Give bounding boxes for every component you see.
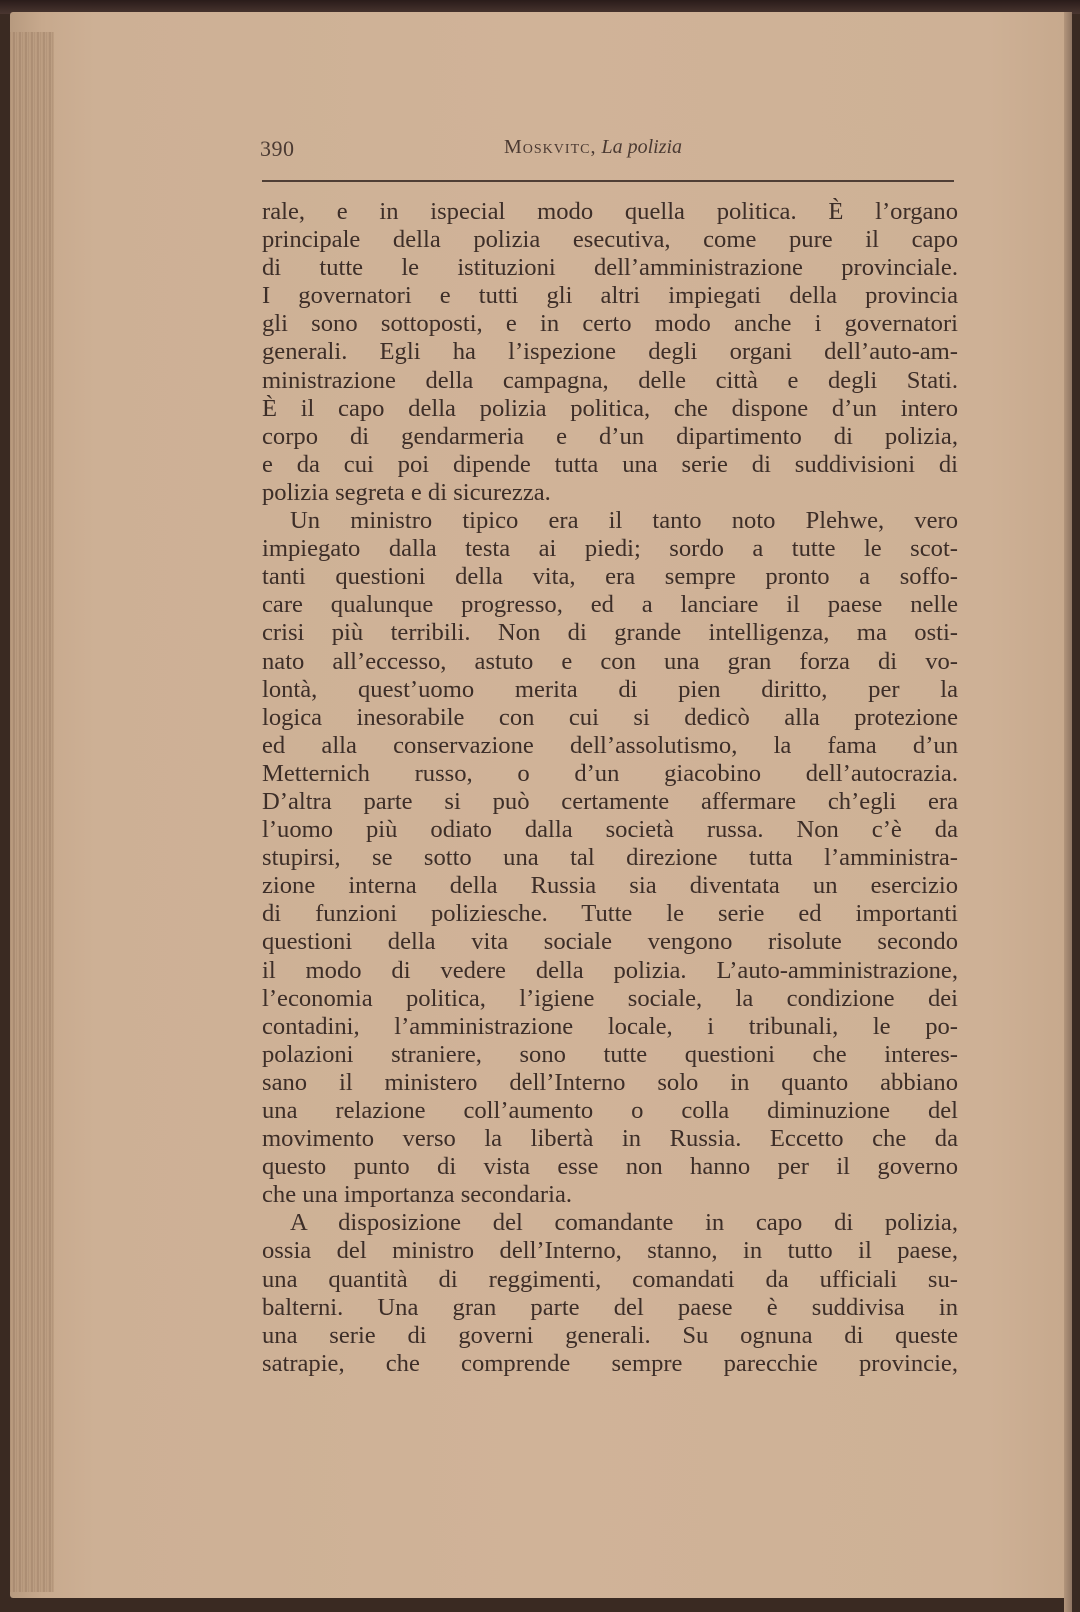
text-line: lontà, quest’uomo merita di pien diritto, per la [262,675,958,703]
text-line: tanti questioni della vita, era sempre pronto a soffo- [262,563,958,591]
header-rule [262,180,954,182]
text-line: che una importanza secondaria. [262,1181,573,1209]
text-line: rale, e in ispecial modo quella politica. È l’organo [262,198,958,225]
text-line: generali. Egli ha l’ispezione degli organi dell’auto-am- [262,338,958,366]
text-line: stupirsi, se sotto una tal direzione tutta l’amministra- [262,844,958,872]
text-line: ministrazione della campagna, delle città e degli Stati. [262,366,958,394]
text-line: sano il ministero dell’Interno solo in quanto abbiano [262,1068,958,1096]
text-line: principale della polizia esecutiva, come pure il capo [262,226,958,254]
body-text [262,198,958,1378]
text-line: impiegato dalla testa ai piedi; sordo a tutte le scot- [262,535,958,563]
text-line: ed alla conservazione dell’assolutismo, la fama d’un [262,731,958,759]
running-head [504,136,682,159]
text-line: e da cui poi dipende tutta una serie di suddivisioni di [262,450,958,478]
text-line: una serie di governi generali. Su ognuna di queste [262,1321,958,1349]
running-head-author: Moskvitc, [504,136,597,158]
text-line: l’uomo più odiato dalla società russa. Non c’è da [262,816,958,844]
text-line: polizia segreta e di sicurezza. [262,478,551,506]
text-line: polazioni straniere, sono tutte questioni che interes- [262,1040,958,1068]
text-line: crisi più terribili. Non di grande intelligenza, ma osti- [262,619,958,647]
text-line: zione interna della Russia sia diventata un esercizio [262,872,958,900]
text-line: D’altra parte si può certamente affermare ch’egli era [262,787,958,815]
text-line: di funzioni poliziesche. Tutte le serie ed importanti [262,900,958,928]
text-line: Un ministro tipico era il tanto noto Plehwe, vero [290,507,958,535]
text-line: satrapie, che comprende sempre parecchie provincie, [262,1349,958,1377]
text-line: di tutte le istituzioni dell’amministrazione provinciale. [262,254,958,282]
page-number: 390 [260,136,295,161]
text-line: movimento verso la libertà in Russia. Eccetto che da [262,1125,958,1153]
text-line: È il capo della polizia politica, che dispone d’un intero [262,394,958,422]
text-line: una quantità di reggimenti, comandati da ufficiali su- [262,1265,958,1293]
text-line: logica inesorabile con cui si dedicò alla protezione [262,703,958,731]
text-line: l’economia politica, l’igiene sociale, la condizione dei [262,984,958,1012]
text-line: gli sono sottoposti, e in certo modo anche i governatori [262,310,958,338]
text-line: contadini, l’amministrazione locale, i tribunali, le po- [262,1012,958,1040]
page-right-edge [1064,12,1072,1612]
text-line: Metternich russo, o d’un giacobino dell’autocrazia. [262,759,958,787]
text-line: care qualunque progresso, ed a lanciare il paese nelle [262,591,958,619]
running-head-title: La polizia [601,136,683,158]
text-line: balterni. Una gran parte del paese è suddivisa in [262,1293,958,1321]
text-line: nato all’eccesso, astuto e con una gran forza di vo- [262,647,958,675]
text-line: il modo di vedere della polizia. L’auto-amministrazione, [262,956,958,984]
text-line: A disposizione del comandante in capo di polizia, [290,1209,958,1237]
page-gutter [10,32,54,1592]
text-line: questo punto di vista esse non hanno per il governo [262,1153,958,1181]
text-line: corpo di gendarmeria e d’un dipartimento di polizia, [262,422,958,450]
text-line: questioni della vita sociale vengono risolute secondo [262,928,958,956]
text-line: I governatori e tutti gli altri impiegati della provincia [262,282,958,310]
text-line: una relazione coll’aumento o colla diminuzione del [262,1097,958,1124]
running-header [260,136,960,170]
text-line: ossia del ministro dell’Interno, stanno, in tutto il paese, [262,1237,958,1265]
